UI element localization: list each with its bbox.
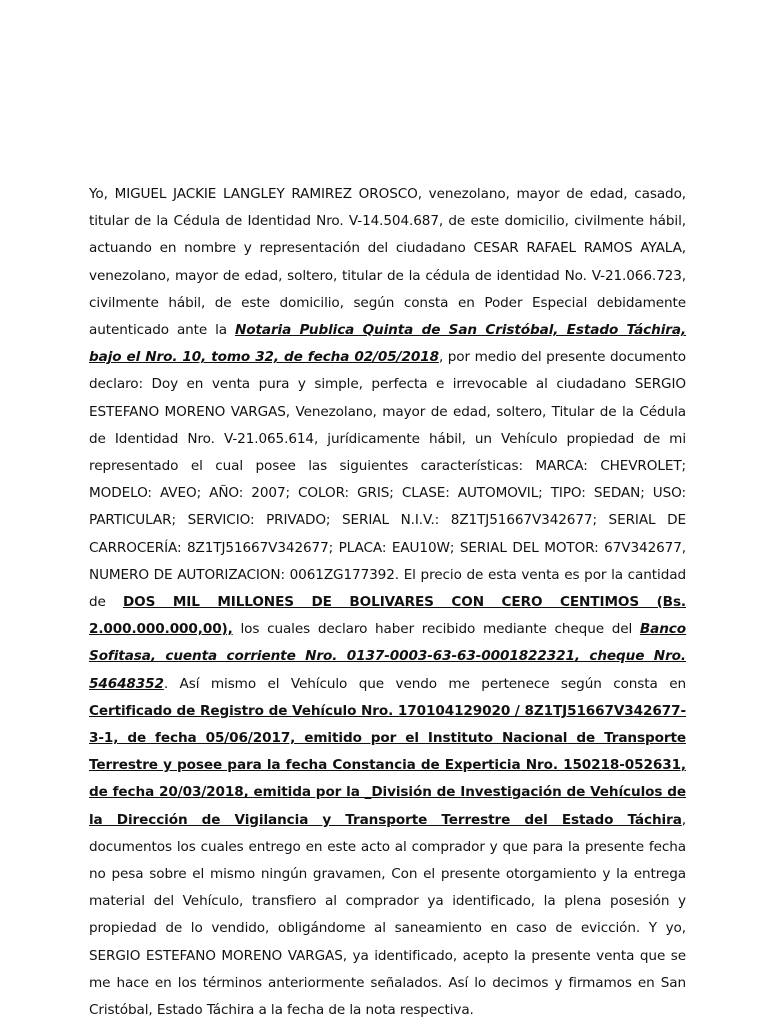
emphasized-text-run: SERGIO ESTEFANO MORENO VARGAS, — [89, 376, 686, 420]
text-run: ya identificado, acepto la presente venta que se me hace en los términos anteriormente señalados. — [89, 947, 686, 991]
text-run: Venezolano, mayor de edad, soltero, Titular de la Cédula de Identidad Nro. — [89, 403, 686, 447]
sale-contract-paragraph — [89, 181, 686, 1024]
emphasized-text-run: Notaria Publica Quinta de San Cristóbal, Estado Táchira, bajo el Nro. 10, tomo 32, de fecha 02/05/2018 — [89, 322, 687, 366]
emphasized-text-run: DOS MIL MILLONES DE BOLIVARES CON CERO CENTIMOS (Bs. 2.000.000.000,00), — [89, 594, 686, 638]
text-run: . Así mismo el Vehículo que vendo me pertenece según consta en — [163, 675, 686, 692]
text-run: , documentos los cuales entrego en este acto al comprador y que para la presente fecha no pesa sobre el mismo ningún gravamen, Con el presente otorgamiento y la entrega material del Vehículo, transfiero al comprador ya identificado, la plena posesión y propiedad de lo vendido, obligándome al saneamiento en caso de evicción. Y yo, — [89, 811, 686, 937]
emphasized-text-run: MIGUEL JACKIE LANGLEY RAMIREZ OROSCO, — [114, 186, 422, 202]
text-run: , por medio del presente documento declaro: Doy en venta pura y simple, perfecta e irrevocable al ciudadano — [89, 349, 686, 393]
document-body — [89, 181, 686, 1024]
text-run: civilmente hábil, de este domicilio, según consta en Poder Especial debidamente autenticado ante la — [89, 294, 686, 339]
emphasized-text-run: CESAR RAFAEL RAMOS AYALA, — [473, 240, 686, 257]
text-run: Yo, — [89, 186, 115, 202]
text-run: de este domicilio, civilmente hábil, actuando en nombre y representación del ciudadano — [89, 213, 686, 257]
emphasized-text-run: Banco Sofitasa, cuenta corriente Nro. 0137-0003-63-63-0001822321, cheque Nro. 54648352 — [89, 621, 686, 692]
text-run: venezolano, mayor de edad, soltero, titular de la cédula de identidad No. — [89, 267, 592, 284]
text-run: venezolano, mayor de edad, casado, titular de la Cédula de Identidad Nro. — [89, 186, 687, 230]
emphasized-text-run: V-21.066.723, — [591, 267, 686, 284]
text-run: , jurídicamente hábil, un Vehículo propiedad de mi representado el cual posee las siguientes características: — [89, 430, 686, 475]
emphasized-text-run: V-14.504.687, — [348, 213, 444, 230]
emphasized-text-run: Así lo decimos y firmamos en San Cristóbal, Estado Táchira a la fecha de la nota respectiva. — [89, 974, 686, 1019]
emphasized-text-run: MARCA: CHEVROLET; MODELO: AVEO; AÑO: 2007; COLOR: GRIS; CLASE: AUTOMOVIL; TIPO: SEDAN; USO: PARTICULAR; SERVICIO: PRIVADO; SERIAL N.I.V.: 8Z1TJ51667V342677; SERIAL DE CARROCERÍA: 8Z1TJ51667V342677; PLACA: EAU10W; SERIAL DEL MOTOR: 67V342677, NUMERO DE AUTORIZACION: 0061ZG177392. — [89, 458, 686, 583]
emphasized-text-run: SERGIO ESTEFANO MORENO VARGAS, — [89, 947, 347, 964]
emphasized-text-run: Certificado de Registro de Vehículo Nro. 170104129020 / 8Z1TJ51667V342677-3-1, de fecha 05/06/2017, emitido por el Instituto Nacional de Transporte Terrestre y posee para la fecha Constancia de Experticia Nro. 150218-052631, de fecha 20/03/2018, emitida por la _División de Investigación de Vehículos de la Dirección de Vigilancia y Transporte Terrestre del Estado Táchira — [89, 702, 686, 828]
emphasized-text-run: V-21.065.614 — [223, 430, 314, 447]
text-run: El precio de esta venta es por la cantidad de — [89, 566, 686, 611]
text-run: los cuales declaro haber recibido mediante cheque del — [232, 621, 640, 638]
